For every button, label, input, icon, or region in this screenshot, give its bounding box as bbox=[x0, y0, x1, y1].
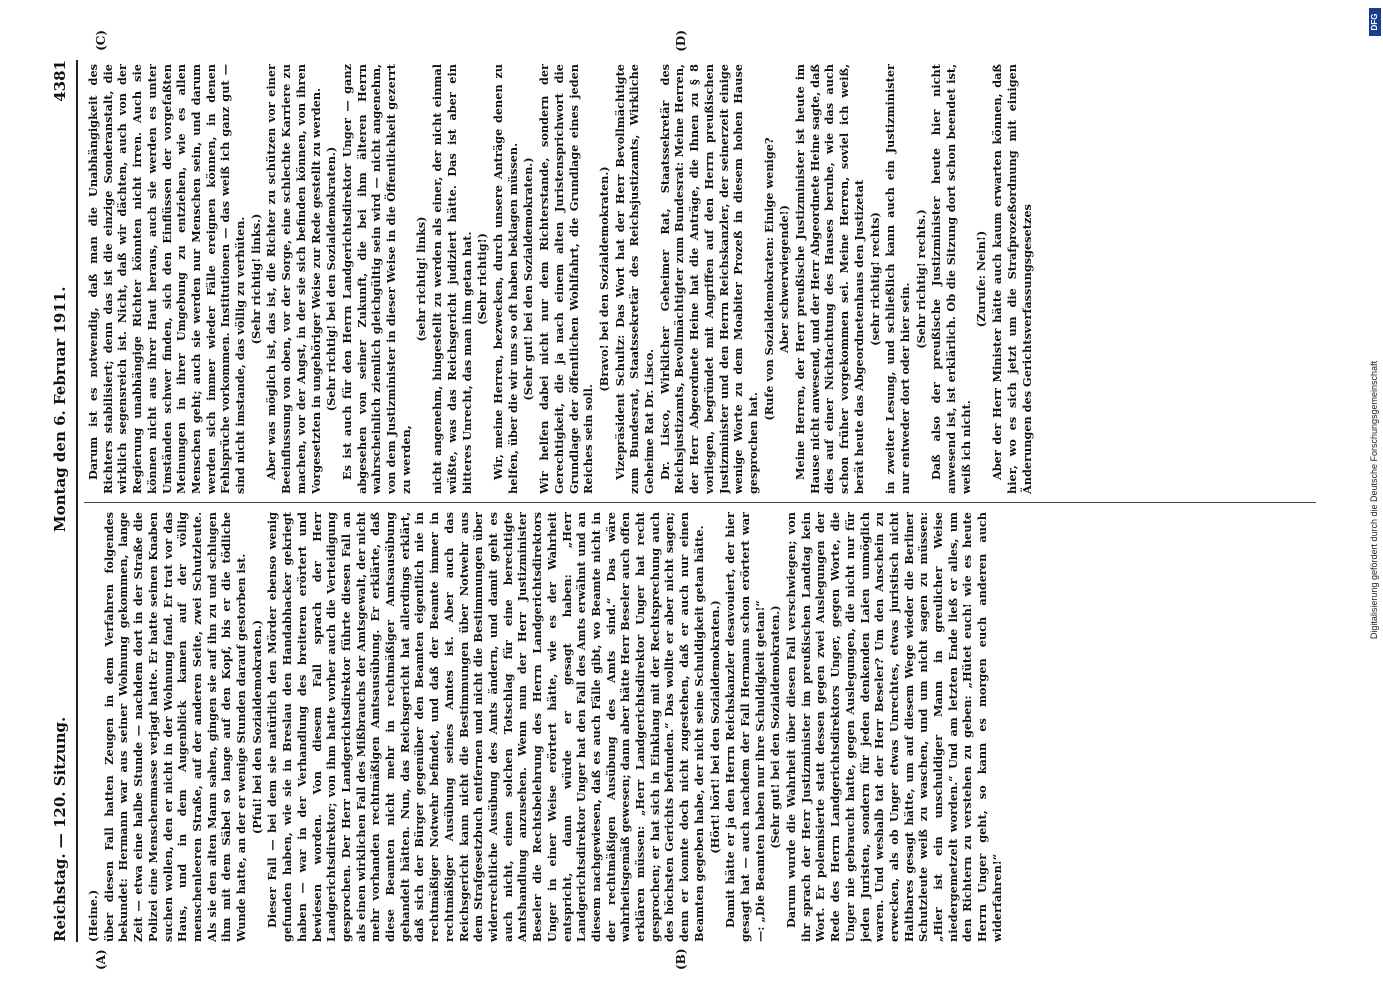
header-rule bbox=[76, 60, 78, 942]
right-text-column bbox=[86, 64, 1316, 494]
paragraph: Aber der Herr Minister hätte auch kaum erwarten können, daß hier, wo es sich jetzt um die Strafprozeßordnung mit einigen Änderungen des Gerichtsverfassungsgesetzes bbox=[990, 64, 1034, 494]
margin-marker-b: (B) bbox=[674, 948, 688, 970]
speaker-paragraph: Vizepräsident Schultz: Das Wort hat der Herr Bevollmächtigte zum Bundesrat, Staatssekretär des Reichsjustizamts, Wirkliche Geheime Rat Dr. Lisco. bbox=[612, 64, 657, 494]
speaker-paragraph: Dr. Lisco, Wirklicher Geheimer Rat, Staatssekretär des Reichsjustizamts, Bevollmächtigter zum Bundesrat: Meine Herren, der Herr Abgeordnete Heine hat die Anträge, die Ihnen zu § 8 vorliegen, begründet mit Angriffen auf den Herrn preußischen Justizminister und den Herrn Reichskanzler, der seinerzeit einige wenige Worte zu dem Moabiter Prozeß in diesem hohen Hause gesprochen hat. bbox=[657, 64, 760, 494]
paragraph: Wir, meine Herren, bezwecken, durch unsere Anträge denen zu helfen, über die wir uns so oft haben beklagen müssen. bbox=[490, 64, 520, 494]
page-header bbox=[48, 60, 72, 942]
digitization-credit bbox=[1366, 8, 1382, 992]
interjection: (Pfui! bei den Sozialdemokraten.) bbox=[249, 619, 264, 835]
paragraph: Dieser Fall — bei dem sie natürlich den Mörder ebenso wenig gefunden haben, wie sie in Breslau den Handabhacker gekriegt haben — war in der Verhandlung des breiteren erörtert und bewiesen worden. Von diesem Fall sprach der Herr Landgerichtsdirektor; von ihm hatte vorher auch die Verteidigung gesprochen. Der Herr Landgerichtsdirektor führte diesen Fall an als einen wirklichen Fall des Mißbrauchs der Amtsgewalt, der nicht mehr vorhanden rechtmäßigen Amtsausübung. Er erklärte, daß diese Beamten nicht mehr in rechtmäßiger Amtsausübung gehandelt hätten. Nun, das Reichsgericht hat allerdings erklärt, daß sich der Bürger gegenüber den Beamten eigentlich nie in rechtmäßiger Notwehr befindet, und daß der Beamte immer in rechtmäßiger Ausübung seines Amtes ist. Aber auch das Reichsgericht kann nicht die Bestimmungen über Notwehr aus dem Strafgesetzbuch entfernen und nicht die Bestimmungen über widerrechtliche Ausübung des Amts ändern, und damit geht es auch nicht, einen solchen Totschlag für eine berechtigte Amtshandlung anzusehen. Wenn nun der Herr Justizminister Beseler die Rechtsbelehrung des Herrn Landgerichtsdirektors Unger in einer Weise erörtert hätte, wie es der Wahrheit entspricht, dann würde er gesagt haben: „Herr Landgerichtsdirektor Unger hat den Fall des Amts erwähnt und an diesem nachgewiesen, daß es auch Fälle gibt, wo Beamte nicht in der rechtmäßigen Ausübung des Amts sind.“ Das wäre wahrheitsgemäß gewesen; dann aber hätte Herr Beseler auch offen erklären müssen: „Herr Landgerichtsdirektor Unger hat recht gesprochen; er hat sich in Einklang mit der Rechtsprechung auch des höchsten Gerichts befunden.“ Das wollte er aber nicht sagen; denn er konnte doch nicht zugestehen, daß er auch nur einen Beamten gegeben habe, der nicht seine Schuldigkeit getan hätte. bbox=[265, 512, 706, 942]
interjection: (sehr richtig! links) bbox=[414, 216, 429, 342]
paragraph: (Heine.) bbox=[86, 889, 100, 942]
interjection: (Sehr richtig! bei den Sozialdemokraten.) bbox=[324, 146, 339, 412]
interjection: (Sehr richtig! links.) bbox=[248, 213, 263, 345]
dfg-logo bbox=[1369, 8, 1381, 36]
paragraph: nicht angenehm, hingestellt zu werden als einer, der nicht einmal wüßte, was das Reichsgericht judiziert hätte. Das ist aber ein bitteres Unrecht, das man ihm getan hat. bbox=[430, 64, 474, 494]
credit-text: Digitalisierung gefördert durch die Deutsche Forschungsgemeinschaft bbox=[1369, 360, 1379, 640]
interjection: Aber schwerwiegende!) bbox=[777, 205, 792, 353]
interjection: (Zurufe: Nein!) bbox=[974, 230, 989, 328]
margin-marker-d: (D) bbox=[674, 30, 688, 52]
paragraph: Daß also der preußische Justizminister heute hier nicht anwesend ist, ist erklärlich. Ob die Sitzung dort schon beendet ist, weiß ich nicht. bbox=[929, 64, 973, 494]
header-left: Reichstag. — 120. Sitzung. bbox=[51, 716, 69, 942]
paragraph: Meine Herren, der Herr preußische Justizminister ist heute im Hause nicht anwesend, und der Herr Abgeordnete Heine sagte, daß dies auf einer Nichtachtung des Hauses beruhe, wie das auch schon früher vorgekommen sei. Meine Herren, soviel ich weiß, berät heute das Abgeordnetenhaus den Justizetat bbox=[793, 64, 866, 494]
column-divider bbox=[84, 502, 1316, 503]
interjection: (sehr richtig! rechts) bbox=[867, 212, 882, 346]
paragraph: Wir helfen dabei nicht nur dem Richterstande, sondern der Gerechtigkeit, die ja nach einem alten Juristensprichwort die Grundlage der öffentlichen Wohlfahrt, die Grundlage eines jeden Reiches sein soll. bbox=[537, 64, 596, 494]
paragraph: über diesen Fall hatten Zeugen in dem Verfahren folgendes bekundet: Hermann war aus seiner Wohnung gekommen, lange Zeit — etwa eine halbe Stunde — nachdem dort in der Straße die Polizei eine Menschenmasse verjagt hatte. Er hatte seinen Knaben suchen wollen, den er nicht in der Wohnung fand. Er trat vor das Haus, und in dem Augenblick kamen auf der völlig menschenleeren Straße, auf der anderen Seite, zwei Schutzleute. Als sie den alten Mann sahen, gingen sie auf ihn zu und schlugen ihm mit dem Säbel so lange auf den Kopf, bis er die tödliche Wunde hatte, an der er wenige Stunden darauf gestorben ist. bbox=[101, 512, 249, 942]
left-text-column bbox=[86, 512, 1316, 942]
paragraph: Es ist auch für den Herrn Landgerichtsdirektor Unger — ganz abgesehen von seiner Zukunft, die bei ihm älteren Herrn wahrscheinlich ziemlich gleichgültig sein wird — nicht angenehm, von dem Justizminister in dieser Weise in die Öffentlichkeit gezerrt zu werden, bbox=[339, 64, 413, 494]
dfg-logo-text: DFG bbox=[1370, 13, 1379, 31]
interjection: (Rufe von Sozialdemokraten: Einige wenige? bbox=[761, 137, 776, 421]
interjection: (Sehr gut! bei den Sozialdemokraten.) bbox=[768, 605, 783, 849]
paragraph: Darum wurde die Wahrheit über diesen Fall verschwiegen; von ihr sprach der Herr Justizminister im preußischen Landtag kein Wort. Er polemisierte statt dessen gegen zwei Auslegungen der Rede des Herrn Landgerichtsdirektors Unger, gegen Worte, die Unger nie gebraucht hatte, gegen Auslegungen, die nicht nur für jeden Juristen, sondern für jeden denkenden Laien unmöglich waren. Und weshalb tat der Herr Beseler? Um den Anschein zu erwecken, als ob Unger etwas Unrechtes, etwas juristisch nicht Haltbares gesagt hätte, um auf diesem Wege wieder die Berliner Schutzleute weiß zu waschen, und um nicht sagen zu müssen: „Hier ist ein unschuldiger Mann in greulicher Weise niedergemetzelt worden.“ Und am letzten Ende ließ er alles, um den Richtern zu verstehen zu geben: „Hütet euch! wie es heute Herrn Unger geht, so kann es morgen euch anderen auch widerfahren!“ bbox=[784, 512, 1004, 942]
paragraph: in zweiter Lesung, und schließlich kann auch ein Justizminister nur entweder dort oder hier sein. bbox=[883, 64, 912, 494]
rotated-page bbox=[34, 20, 1334, 980]
paragraph: Darum ist es notwendig, daß man die Unabhängigkeit des Richters stabilisiert; denn das ist die einzige Sonderanstalt, die wirklich segensreich ist. Nicht, daß wir dächten, auch von der Regierung unabhängige Richter könnten nicht irren. Auch sie können nicht aus ihrer Haut heraus, auch sie werden es unter Umständen schwer finden, sich den Einflüssen der vorgefaßten Meinungen in ihrer Umgebung zu entziehen, wie es allen Menschen geht; auch sie werden nur Menschen sein, und darum werden sich immer wieder Fälle ereignen können, in denen Fehlsprüche vorkommen. Institutionen — das weiß ich ganz gut — sind nicht imstande, das völlig zu verhüten. bbox=[86, 64, 248, 494]
interjection: (Hört! hört! bei den Sozialdemokraten.) bbox=[707, 600, 722, 854]
interjection: (Sehr gut! bei den Sozialdemokraten.) bbox=[521, 157, 536, 401]
margin-marker-c: (C) bbox=[94, 30, 108, 51]
interjection: (Bravo! bei den Sozialdemokraten.) bbox=[596, 166, 611, 392]
header-date: Montag den 6. Februar 1911. bbox=[51, 286, 69, 532]
page-number: 4381 bbox=[51, 60, 69, 102]
paragraph: Damit hätte er ja den Herrn Reichskanzler desavouiert, der hier gesagt hat — auch nachdem der Fall Hermann schon erörtert war —: „Die Beamten haben nur ihre Schuldigkeit getan!“ bbox=[723, 512, 767, 942]
interjection: (Sehr richtig! rechts.) bbox=[913, 209, 928, 349]
margin-marker-a: (A) bbox=[94, 949, 108, 970]
paragraph: Aber was möglich ist, das ist, die Richter zu schützen vor einer Beeinflussung von oben, vor der Sorge, eine schlechte Karriere zu machen, vor der Angst, in der sie sich befinden können, von ihren Vorgesetzten in ungehöriger Weise zur Rede gestellt zu werden. bbox=[264, 64, 323, 494]
interjection: (Sehr richtig!) bbox=[475, 233, 490, 325]
